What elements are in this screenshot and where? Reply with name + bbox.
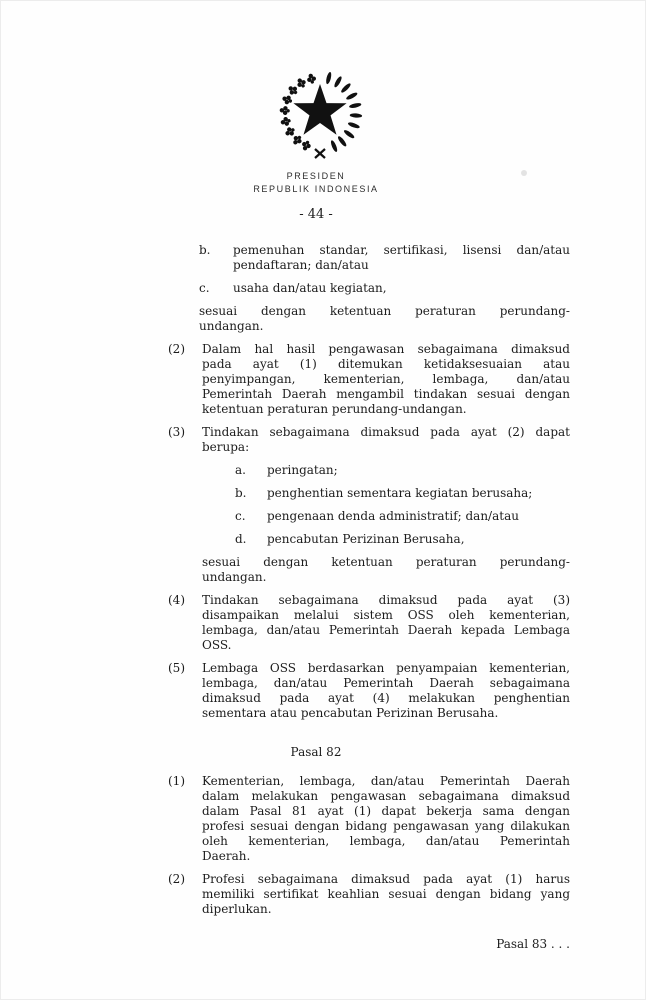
item-text bbox=[267, 463, 570, 478]
item-marker: (1) bbox=[168, 774, 185, 788]
sub-clause-item bbox=[199, 281, 570, 296]
item-marker: (2) bbox=[168, 872, 185, 886]
text-line: undangan. bbox=[199, 319, 264, 333]
item-marker: a. bbox=[235, 463, 246, 477]
text-line: Tindakan sebagaimana dimaksud pada ayat (3) bbox=[202, 593, 570, 607]
text-line: undangan. bbox=[202, 570, 267, 584]
sub-clause-item bbox=[235, 463, 570, 478]
clause-item bbox=[168, 425, 570, 455]
item-text bbox=[233, 281, 570, 296]
document-blocks bbox=[168, 243, 570, 917]
item-marker: (3) bbox=[168, 425, 185, 439]
text-line: lembaga, dan/atau Pemerintah Daerah sebagaimana bbox=[202, 676, 570, 690]
item-marker: (4) bbox=[168, 593, 185, 607]
star-icon bbox=[293, 84, 346, 135]
closing-text bbox=[202, 555, 570, 585]
scan-speckle bbox=[521, 170, 527, 176]
clause-item bbox=[168, 872, 570, 917]
item-text bbox=[202, 342, 570, 417]
item-text bbox=[202, 425, 570, 455]
text-line: lembaga, dan/atau Pemerintah Daerah kepada Lembaga bbox=[202, 623, 570, 637]
text-line: disampaikan melalui sistem OSS oleh kementerian, bbox=[202, 608, 570, 622]
text-line: dimaksud pada ayat (4) melakukan penghentian bbox=[202, 691, 570, 705]
text-line: Pemerintah Daerah mengambil tindakan sesuai dengan bbox=[202, 387, 570, 401]
text-line: pada ayat (1) ditemukan ketidaksesuaian atau bbox=[202, 357, 570, 371]
item-text bbox=[233, 243, 570, 273]
item-text bbox=[202, 872, 570, 917]
text-line: pendaftaran; dan/atau bbox=[233, 258, 369, 272]
text-line: usaha dan/atau kegiatan, bbox=[233, 281, 387, 295]
text-line: berupa: bbox=[202, 440, 250, 454]
text-line: pemenuhan standar, sertifikasi, lisensi dan/atau bbox=[233, 243, 570, 257]
text-line: Kementerian, lembaga, dan/atau Pemerintah Daerah bbox=[202, 774, 570, 788]
text-line: dalam Pasal 81 ayat (1) dapat bekerja sama dengan bbox=[202, 804, 570, 818]
text-line: Profesi sebagaimana dimaksud pada ayat (1) harus bbox=[202, 872, 570, 886]
sub-clause-item bbox=[235, 532, 570, 547]
text-line: pencabutan Perizinan Berusaha, bbox=[267, 532, 465, 546]
clause-item bbox=[168, 774, 570, 864]
closing-text bbox=[199, 304, 570, 334]
text-line: diperlukan. bbox=[202, 902, 272, 916]
text-line: pengenaan denda administratif; dan/atau bbox=[267, 509, 519, 523]
item-text bbox=[202, 555, 570, 585]
clause-item bbox=[168, 593, 570, 653]
item-marker: (5) bbox=[168, 661, 185, 675]
item-marker: c. bbox=[199, 281, 210, 295]
text-line: memiliki sertifikat keahlian sesuai dengan bidang yang bbox=[202, 887, 570, 901]
text-line: ketentuan peraturan perundang-undangan. bbox=[202, 402, 467, 416]
page-continuation: Pasal 83 . . . bbox=[496, 937, 570, 951]
text-line: oleh kementerian, lembaga, dan/atau Pemerintah bbox=[202, 834, 570, 848]
item-marker: d. bbox=[235, 532, 247, 546]
text-line: sesuai dengan ketentuan peraturan perundang- bbox=[199, 304, 570, 318]
sub-clause-item bbox=[199, 243, 570, 273]
item-marker: b. bbox=[235, 486, 247, 500]
wreath-tie-icon bbox=[315, 149, 325, 158]
item-text bbox=[202, 593, 570, 653]
text-line: Daerah. bbox=[202, 849, 251, 863]
item-marker: (2) bbox=[168, 342, 185, 356]
clause-item bbox=[168, 661, 570, 721]
item-text bbox=[267, 509, 570, 524]
sub-clause-item bbox=[235, 486, 570, 501]
item-text bbox=[199, 304, 570, 334]
text-line: penghentian sementara kegiatan berusaha; bbox=[267, 486, 533, 500]
item-text bbox=[267, 532, 570, 547]
clause-item bbox=[168, 342, 570, 417]
item-marker: b. bbox=[199, 243, 211, 257]
page-number: - 44 - bbox=[299, 207, 333, 222]
text-line: Tindakan sebagaimana dimaksud pada ayat (2) dapat bbox=[202, 425, 570, 439]
text-line: sesuai dengan ketentuan peraturan perundang- bbox=[202, 555, 570, 569]
section-heading: Pasal 82 bbox=[290, 745, 342, 759]
text-line: dalam melakukan pengawasan sebagaimana dimaksud bbox=[202, 789, 570, 803]
presidential-emblem-icon bbox=[274, 68, 366, 162]
text-line: sementara atau pencabutan Perizinan Berusaha. bbox=[202, 706, 499, 720]
letterhead-republik-indonesia: REPUBLIK INDONESIA bbox=[253, 184, 379, 194]
item-text bbox=[202, 774, 570, 864]
text-line: Dalam hal hasil pengawasan sebagaimana dimaksud bbox=[202, 342, 570, 356]
item-text bbox=[202, 661, 570, 721]
letterhead-presiden: PRESIDEN bbox=[286, 171, 346, 181]
text-line: penyimpangan, kementerian, lembaga, dan/atau bbox=[202, 372, 570, 386]
sub-clause-item bbox=[235, 509, 570, 524]
item-text bbox=[267, 486, 570, 501]
text-line: peringatan; bbox=[267, 463, 338, 477]
text-line: OSS. bbox=[202, 638, 232, 652]
document-body bbox=[168, 243, 570, 952]
text-line: Lembaga OSS berdasarkan penyampaian kementerian, bbox=[202, 661, 570, 675]
text-line: profesi sesuai dengan bidang pengawasan yang dilakukan bbox=[202, 819, 570, 833]
item-marker: c. bbox=[235, 509, 246, 523]
